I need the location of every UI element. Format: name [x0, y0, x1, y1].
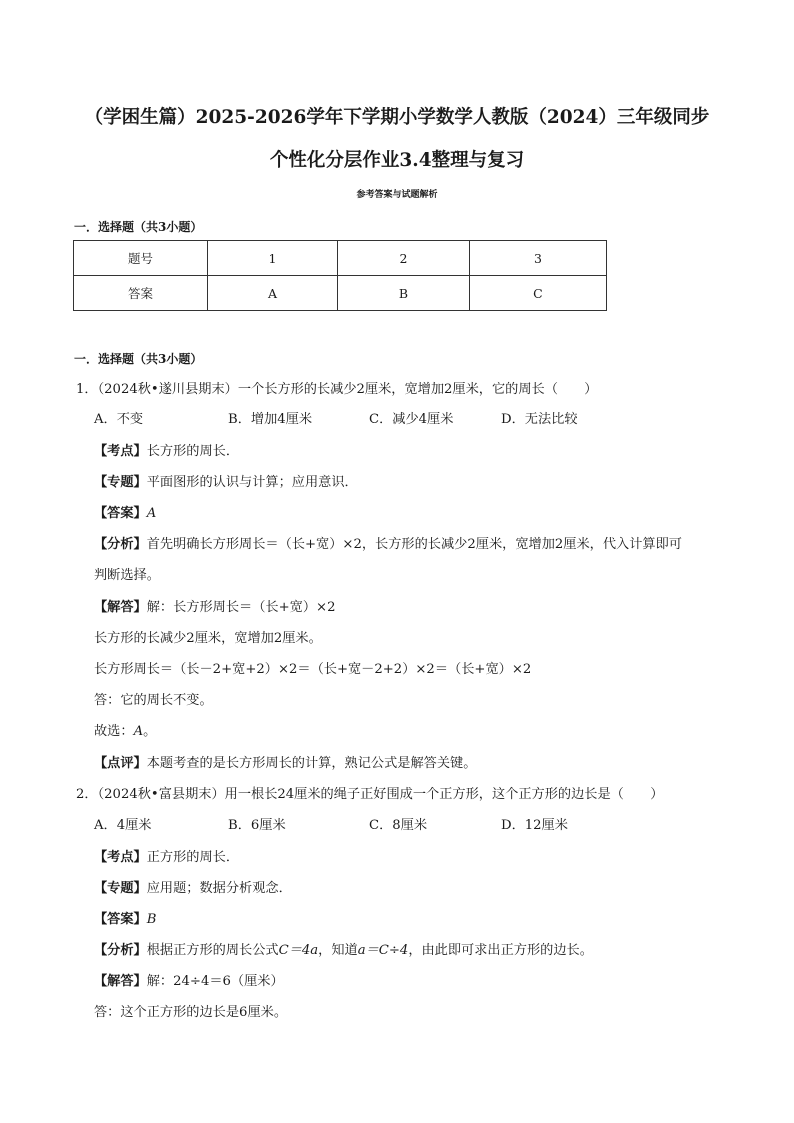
dianping-tag: 【点评】: [94, 756, 147, 771]
jieda-text: 解：长方形周长＝（长+宽）×2: [146, 600, 336, 615]
question-1-option-d: D．无法比较: [501, 412, 578, 427]
daan-text: B: [146, 912, 157, 927]
question-1-fenxi-cont: 判断选择。: [94, 568, 160, 583]
kaodian-tag: 【考点】: [94, 444, 147, 459]
question-number-cell: 3: [469, 241, 606, 276]
question-2-fenxi: [94, 941, 593, 961]
table-row: [74, 241, 607, 276]
question-1-option-a: A．不变: [94, 412, 144, 427]
fenxi-tag: 【分析】: [94, 943, 147, 958]
table-header-cell: 答案: [74, 276, 208, 311]
question-1-jieda-line3: 长方形周长＝（长－2+宽+2）×2＝（长+宽－2+2）×2＝（长+宽）×2: [94, 662, 532, 677]
jieda-tag: 【解答】: [94, 974, 147, 989]
fenxi-text-b: ，知道: [318, 943, 358, 958]
document-title-line2: 个性化分层作业3.4整理与复习: [269, 150, 525, 171]
answer-section-heading: 一．选择题（共3小题）: [74, 220, 203, 234]
question-2-option-c: C．8厘米: [369, 818, 428, 833]
question-1-jieda: [94, 598, 336, 618]
question-1-option-b: B．增加4厘米: [228, 412, 313, 427]
dianping-text: 本题考查的是长方形周长的计算，熟记公式是解答关键。: [146, 756, 477, 771]
answer-table: [73, 240, 607, 311]
question-2-stem: 2．（2024秋•富县期末）用一根长24厘米的绳子正好围成一个正方形，这个正方形的边长是（ ）: [76, 787, 664, 802]
question-1-jieda-line2: 长方形的长减少2厘米，宽增加2厘米。: [94, 631, 322, 646]
zhuanti-text: 应用题；数据分析观念．: [146, 881, 292, 896]
question-2-option-d: D．12厘米: [501, 818, 568, 833]
document-subtitle: 参考答案与试题解析: [356, 190, 438, 200]
document-title-line1: （学困生篇）2025-2026学年下学期小学数学人教版（2024）三年级同步: [84, 107, 710, 128]
daan-tag: 【答案】: [94, 912, 147, 927]
question-1-option-c: C．减少4厘米: [369, 412, 454, 427]
question-1-stem: 1．（2024秋•遂川县期末）一个长方形的长减少2厘米，宽增加2厘米，它的周长（ ）: [76, 382, 598, 397]
question-1-fenxi: [94, 535, 682, 555]
daan-tag: 【答案】: [94, 506, 147, 521]
zhuanti-text: 平面图形的认识与计算；应用意识．: [146, 475, 358, 490]
fenxi-tag: 【分析】: [94, 537, 147, 552]
question-number-cell: 1: [208, 241, 338, 276]
zhuanti-tag: 【专题】: [94, 881, 147, 896]
question-2-answer: [94, 910, 156, 930]
question-1-answer: [94, 504, 156, 524]
question-2-jieda-line2: 答：这个正方形的边长是6厘米。: [94, 1005, 288, 1020]
daan-text: A: [146, 506, 157, 521]
fenxi-text: 首先明确长方形周长＝（长+宽）×2，长方形的长减少2厘米，宽增加2厘米，代入计算即可: [146, 537, 682, 552]
table-header-cell: 题号: [74, 241, 208, 276]
jieda-choice-letter: A: [133, 724, 144, 739]
jieda-text: 解：24÷4＝6（厘米）: [146, 974, 284, 989]
table-row: [74, 276, 607, 311]
question-2-jieda: [94, 972, 284, 992]
question-1-kaodian: [94, 442, 239, 462]
kaodian-tag: 【考点】: [94, 850, 147, 865]
answer-cell: C: [469, 276, 606, 311]
kaodian-text: 长方形的周长．: [146, 444, 240, 459]
jieda-choice-suffix: 。: [143, 724, 157, 739]
answer-cell: A: [208, 276, 338, 311]
detail-section-heading: 一．选择题（共3小题）: [74, 352, 203, 366]
formula-side: a＝C÷4: [357, 943, 409, 958]
jieda-tag: 【解答】: [94, 600, 147, 615]
answer-cell: B: [337, 276, 469, 311]
question-1-zhuanti: [94, 473, 358, 493]
jieda-choice-prefix: 故选：: [94, 724, 134, 739]
fenxi-text-a: 根据正方形的周长公式: [146, 943, 279, 958]
question-2-option-b: B．6厘米: [228, 818, 286, 833]
fenxi-text-c: ，由此即可求出正方形的边长。: [408, 943, 593, 958]
question-number-cell: 2: [337, 241, 469, 276]
question-2-kaodian: [94, 848, 239, 868]
kaodian-text: 正方形的周长．: [146, 850, 240, 865]
question-1-jieda-line4: 答：它的周长不变。: [94, 693, 213, 708]
question-1-dianping: [94, 754, 476, 774]
question-2-zhuanti: [94, 879, 292, 899]
question-2-option-a: A．4厘米: [94, 818, 152, 833]
formula-perimeter: C＝4a: [278, 943, 319, 958]
question-1-jieda-line5: [94, 722, 156, 742]
zhuanti-tag: 【专题】: [94, 475, 147, 490]
